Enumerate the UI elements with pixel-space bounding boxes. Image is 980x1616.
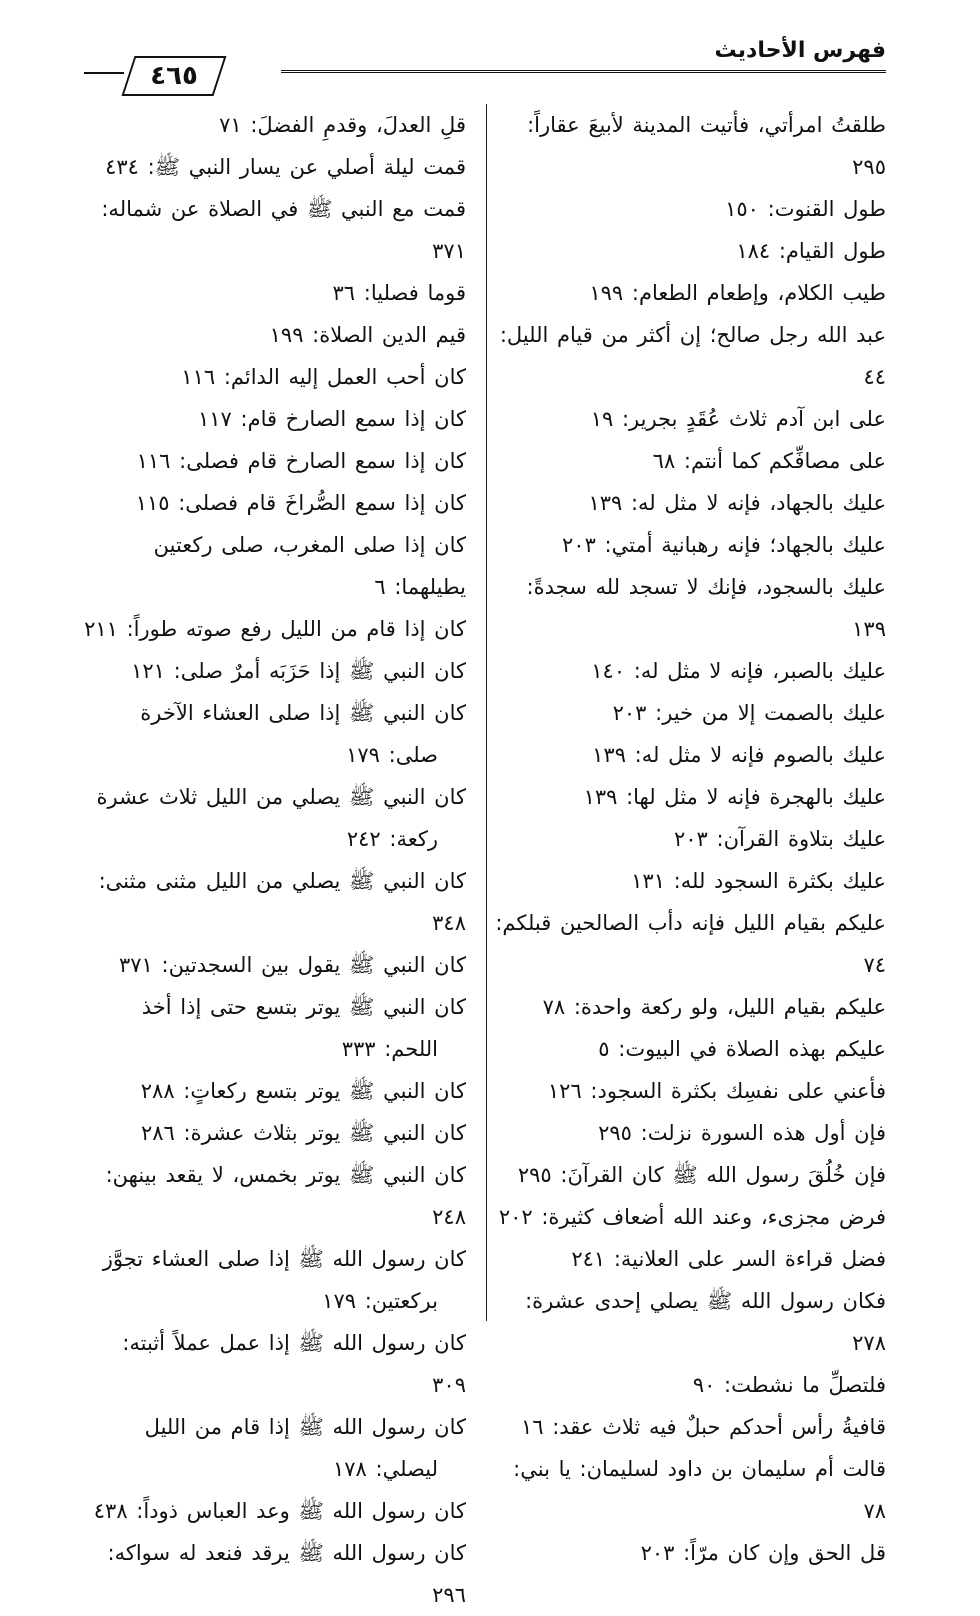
- index-entry: قالت أم سليمان بن داود لسليمان: يا بني: ٧٨: [513, 1457, 886, 1523]
- entry-continuation: بركعتين: ١٧٩: [322, 1289, 438, 1313]
- index-entry: [84, 776, 466, 860]
- index-entry: [84, 314, 466, 356]
- index-entry: عليك بالصمت إلا من خير: ٢٠٣: [612, 701, 886, 725]
- page-number: ٤٦٥: [150, 61, 198, 91]
- index-entry: [84, 272, 466, 314]
- entry-text: كان النبي ﷺ يصلي من الليل مثنى مثنى: ٣٤٨: [98, 869, 466, 935]
- index-entry: عليك بالجهاد، فإنه لا مثل له: ١٣٩: [588, 491, 886, 515]
- index-entry: على مصافِّكم كما أنتم: ٦٨: [652, 449, 886, 473]
- index-entry: فإن خُلُقَ رسول الله ﷺ كان القرآنَ: ٢٩٥: [517, 1163, 886, 1187]
- entry-continuation: صلى: ١٧٩: [346, 743, 438, 767]
- index-entry: [84, 440, 466, 482]
- index-entry: [84, 1406, 466, 1490]
- entry-text: كان النبي ﷺ يصلي من الليل ثلاث عشرة: [96, 785, 466, 809]
- entry-text: كان رسول الله ﷺ يرقد فنعد له سواكه: ٢٩٦: [107, 1541, 466, 1607]
- index-entry: فلتصلِّ ما نشطت: ٩٠: [692, 1373, 886, 1397]
- entry-text: قمت مع النبي ﷺ في الصلاة عن شماله: ٣٧١: [101, 197, 466, 263]
- index-entry: [84, 1154, 466, 1238]
- entry-continuation: ليصلي: ١٧٨: [333, 1457, 438, 1481]
- page-header: [84, 28, 886, 108]
- entry-text: قوما فصليا: ٣٦: [332, 281, 466, 305]
- entry-text: كان النبي ﷺ يوتر بتسع حتى إذا أخذ: [141, 995, 466, 1019]
- index-entry: عليك بالصوم فإنه لا مثل له: ١٣٩: [592, 743, 886, 767]
- header-rule-right: [281, 70, 886, 73]
- index-entry: [84, 944, 466, 986]
- entry-text: كان النبي ﷺ إذا صلى العشاء الآخرة: [140, 701, 466, 725]
- entry-continuation: اللحم: ٣٣٣: [341, 1037, 438, 1061]
- running-title: فهرس الأحاديث: [714, 38, 886, 63]
- index-entry: [84, 1490, 466, 1532]
- index-entry: طلقتُ امرأتي، فأتيت المدينة لأبيعَ عقاراً: ٢٩٥: [527, 113, 886, 179]
- index-entry: فكان رسول الله ﷺ يصلي إحدى عشرة: ٢٧٨: [525, 1289, 886, 1355]
- entry-text: قلِ العدلَ، وقدمِ الفضلَ: ٧١: [219, 113, 466, 137]
- index-entry: [84, 1238, 466, 1322]
- entry-text: كان رسول الله ﷺ وعد العباس ذوداً: ٤٣٨: [93, 1499, 466, 1523]
- index-entry: [84, 986, 466, 1070]
- entry-text: كان إذا سمع الصارخ قام: ١١٧: [197, 407, 466, 431]
- entry-text: قمت ليلة أصلي عن يسار النبي ﷺ: ٤٣٤: [105, 155, 466, 179]
- index-entry: [84, 860, 466, 944]
- page-number-badge: [128, 56, 220, 96]
- index-entry: [84, 608, 466, 650]
- index-entry: [84, 1070, 466, 1112]
- index-entry: عليك بالهجرة فإنه لا مثل لها: ١٣٩: [583, 785, 886, 809]
- index-entry: عليكم بقيام الليل، ولو ركعة واحدة: ٧٨: [542, 995, 886, 1019]
- entry-text: كان النبي ﷺ يوتر بثلاث عشرة: ٢٨٦: [140, 1121, 466, 1145]
- index-entry: [84, 692, 466, 776]
- entry-text: قيم الدين الصلاة: ١٩٩: [269, 323, 466, 347]
- entry-text: كان رسول الله ﷺ إذا صلى العشاء تجوَّز: [102, 1247, 466, 1271]
- index-entry: عليكم بقيام الليل فإنه دأب الصالحين قبلكم: ٧٤: [495, 911, 886, 977]
- index-entry: فضل قراءة السر على العلانية: ٢٤١: [571, 1247, 886, 1271]
- hadith-index: [84, 104, 886, 1607]
- entry-text: كان النبي ﷺ يوتر بتسع ركعاتٍ: ٢٨٨: [140, 1079, 466, 1103]
- index-entry: [84, 104, 466, 146]
- index-entry: فرض مجزىء، وعند الله أضعاف كثيرة: ٢٠٢: [498, 1205, 886, 1229]
- index-entry: قافيةُ رأس أحدكم حبلٌ فيه ثلاث عقد: ١٦: [520, 1415, 886, 1439]
- entry-text: كان رسول الله ﷺ إذا قام من الليل: [144, 1415, 466, 1439]
- index-entry: طول القنوت: ١٥٠: [725, 197, 886, 221]
- index-entry: [84, 398, 466, 440]
- entry-text: كان النبي ﷺ يوتر بخمس، لا يقعد بينهن: ٢٤٨: [105, 1163, 466, 1229]
- index-entry: طول القيام: ١٨٤: [736, 239, 886, 263]
- index-entry: عليك بالسجود، فإنك لا تسجد لله سجدةً: ١٣٩: [526, 575, 886, 641]
- entry-text: كان أحب العمل إليه الدائم: ١١٦: [181, 365, 466, 389]
- index-entry: [84, 1112, 466, 1154]
- index-entry: فإن أول هذه السورة نزلت: ٢٩٥: [598, 1121, 886, 1145]
- index-entry: عليكم بهذه الصلاة في البيوت: ٥: [598, 1037, 886, 1061]
- index-entry: عليك بالصبر، فإنه لا مثل له: ١٤٠: [591, 659, 886, 683]
- entry-text: كان إذا قام من الليل رفع صوته طوراً: ٢١١: [84, 617, 466, 641]
- entry-text: كان رسول الله ﷺ إذا عمل عملاً أثبته: ٣٠٩: [122, 1331, 466, 1397]
- index-entry: عليك بكثرة السجود لله: ١٣١: [631, 869, 886, 893]
- index-entry: عليك بتلاوة القرآن: ٢٠٣: [673, 827, 886, 851]
- index-entry: [84, 482, 466, 524]
- left-column-list: [84, 104, 466, 1616]
- column-divider: [486, 104, 487, 1321]
- right-column-list: [494, 104, 886, 1574]
- index-entry: [84, 146, 466, 188]
- right-column: [494, 104, 886, 1574]
- index-entry: فأعني على نفسِك بكثرة السجود: ١٢٦: [547, 1079, 886, 1103]
- index-entry: قل الحق وإن كان مرّاً: ٢٠٣: [640, 1541, 886, 1565]
- entry-text: كان إذا سمع الصارخ قام فصلى: ١١٦: [136, 449, 466, 473]
- header-rule-left: [84, 72, 124, 74]
- index-entry: [84, 1322, 466, 1406]
- index-entry: طيب الكلام، وإطعام الطعام: ١٩٩: [589, 281, 886, 305]
- index-entry: [84, 1532, 466, 1616]
- index-entry: على ابن آدم ثلاث عُقَدٍ بجرير: ١٩: [590, 407, 886, 431]
- entry-text: كان النبي ﷺ إذا حَزَبَه أمرٌ صلى: ١٢١: [131, 659, 466, 683]
- index-entry: [84, 356, 466, 398]
- entry-continuation: ركعة: ٢٤٢: [346, 827, 438, 851]
- entry-text: كان إذا سمع الصُّراخَ قام فصلى: ١١٥: [135, 491, 466, 515]
- index-entry: عبد الله رجل صالح؛ إن أكثر من قيام الليل: ٤٤: [499, 323, 886, 389]
- entry-text: كان النبي ﷺ يقول بين السجدتين: ٣٧١: [118, 953, 466, 977]
- index-entry: [84, 650, 466, 692]
- index-entry: [84, 524, 466, 608]
- index-entry: [84, 188, 466, 272]
- left-column: [84, 104, 466, 1616]
- index-entry: عليك بالجهاد؛ فإنه رهبانية أمتي: ٢٠٣: [562, 533, 886, 557]
- entry-text: كان إذا صلى المغرب، صلى ركعتين يطيلهما: ٦: [153, 533, 466, 599]
